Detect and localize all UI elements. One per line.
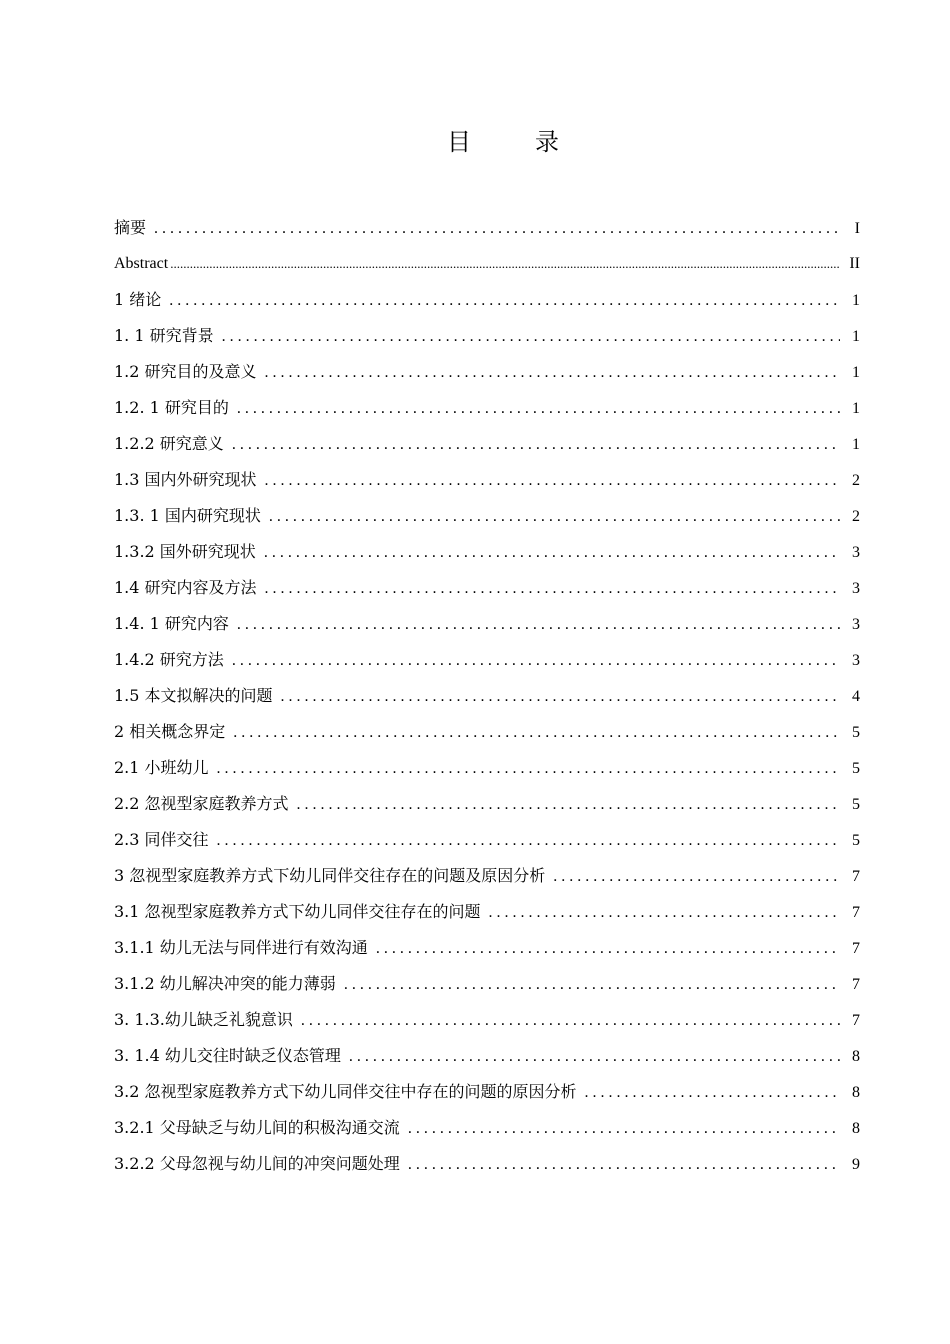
toc-dot-leader [265,355,840,391]
toc-dot-leader [344,967,840,1003]
toc-entry[interactable] [114,462,860,498]
toc-entry-page-number: 4 [852,688,860,705]
toc-entry[interactable] [114,318,860,354]
toc-entry-label: 1.3.2 国外研究现状 [114,542,256,561]
toc-entry-page-number: 5 [852,760,860,777]
toc-entry[interactable] [114,894,860,930]
toc-entry-page-number: 3 [852,652,860,669]
toc-dot-leader [376,931,840,967]
toc-entry-label: Abstract [114,255,169,272]
toc-entry-page-number: 7 [852,868,860,885]
toc-entry[interactable] [114,1146,860,1182]
toc-entry-page-number: 9 [852,1156,860,1173]
toc-dot-leader [269,499,840,535]
toc-entry-page-number: 7 [852,976,860,993]
toc-entry-label: 3.2.2 父母忽视与幼儿间的冲突问题处理 [114,1154,400,1173]
toc-entry-label: 2.2 忽视型家庭教养方式 [114,794,289,813]
toc-entry-page-number: 5 [852,832,860,849]
toc-entry-page-number: 1 [852,436,860,453]
toc-entry-label: 3. 1.3.幼儿缺乏礼貌意识 [114,1010,293,1029]
toc-entry[interactable] [114,786,860,822]
toc-entry-label: 3.1.1 幼儿无法与同伴进行有效沟通 [114,938,368,957]
toc-entry[interactable] [114,966,860,1002]
toc-entry-label: 1.4 研究内容及方法 [114,578,257,597]
toc-entry-label: 1.3 国内外研究现状 [114,470,257,489]
toc-entry[interactable] [114,678,860,714]
toc-entry-label: 3. 1.4 幼儿交往时缺乏仪态管理 [114,1046,341,1065]
toc-entry[interactable] [114,1038,860,1074]
toc-dot-leader [237,607,840,643]
toc-dot-leader [217,751,840,787]
toc-entry-page-number: I [854,220,860,237]
toc-entry-page-number: 5 [852,796,860,813]
toc-entry-label: 2 相关概念界定 [114,722,226,741]
toc-dot-leader [169,283,840,319]
toc-entry-page-number: 7 [852,940,860,957]
toc-entry[interactable] [114,858,860,894]
toc-entry-label: 摘要 [114,218,147,237]
toc-entry-label: 1.5 本文拟解决的问题 [114,686,273,705]
toc-entry-label: 1.4.2 研究方法 [114,650,224,669]
toc-entry-page-number: 3 [852,544,860,561]
toc-entry-page-number: 7 [852,904,860,921]
toc-entry-label: 1 绪论 [114,290,162,309]
toc-entry-label: 1.2.2 研究意义 [114,434,224,453]
toc-entry[interactable] [114,642,860,678]
toc-entry-label: 1.2 研究目的及意义 [114,362,257,381]
toc-entry[interactable] [114,822,860,858]
toc-entry[interactable] [114,606,860,642]
toc-dot-leader [408,1111,840,1147]
toc-entry-page-number: 7 [852,1012,860,1029]
toc-entry[interactable] [114,570,860,606]
toc-entry-page-number: 2 [852,508,860,525]
toc-dot-leader [222,319,840,355]
toc-dot-leader [349,1039,840,1075]
toc-entry-label: 2.3 同伴交往 [114,830,209,849]
toc-entry[interactable] [114,534,860,570]
toc-entry[interactable] [114,390,860,426]
toc-entry[interactable] [114,1074,860,1110]
toc-entry-page-number: 8 [852,1048,860,1065]
toc-entry-label: 3.1 忽视型家庭教养方式下幼儿同伴交往存在的问题 [114,902,481,921]
toc-entry[interactable] [114,282,860,318]
toc-entry-label: 1.4. 1 研究内容 [114,614,229,633]
toc-dot-leader [265,463,840,499]
toc-entry[interactable] [114,354,860,390]
toc-dot-leader [264,535,840,571]
toc-entry-page-number: 8 [852,1084,860,1101]
toc-entry-page-number: II [849,255,860,272]
toc-entry[interactable] [114,1110,860,1146]
toc-entry[interactable] [114,498,860,534]
toc-entry[interactable] [114,714,860,750]
toc-dot-leader [585,1075,840,1111]
toc-entry-label: 3.2.1 父母缺乏与幼儿间的积极沟通交流 [114,1118,400,1137]
toc-entry-label: 2.1 小班幼儿 [114,758,209,777]
toc-dot-leader [281,679,840,715]
toc-dot-leader [297,787,840,823]
toc-dot-leader [265,571,840,607]
toc-entry-label: 3.2 忽视型家庭教养方式下幼儿同伴交往中存在的问题的原因分析 [114,1082,577,1101]
toc-dot-leader [232,427,840,463]
toc-entry[interactable] [114,750,860,786]
toc-entry[interactable] [114,210,860,246]
toc-dot-leader [154,211,840,247]
toc-dot-leader [232,643,840,679]
toc-entry-label: 3 忽视型家庭教养方式下幼儿同伴交往存在的问题及原因分析 [114,866,546,885]
toc-entry[interactable] [114,930,860,966]
toc-entry-label: 1.2. 1 研究目的 [114,398,229,417]
toc-dot-leader [301,1003,840,1039]
toc-entry[interactable] [114,426,860,462]
toc-dot-leader [553,859,840,895]
toc-dot-leader [170,246,840,282]
toc-dot-leader [489,895,840,931]
toc-dot-leader [233,715,840,751]
toc-dot-leader [217,823,840,859]
toc-entry[interactable] [114,246,860,282]
toc-entry-page-number: 5 [852,724,860,741]
table-of-contents [114,210,860,1182]
toc-dot-leader [237,391,840,427]
toc-entry-page-number: 1 [852,328,860,345]
toc-entry-label: 1. 1 研究背景 [114,326,214,345]
toc-entry-page-number: 3 [852,580,860,597]
toc-entry-page-number: 8 [852,1120,860,1137]
page-title: 目 录 [447,128,579,156]
toc-entry-label: 3.1.2 幼儿解决冲突的能力薄弱 [114,974,336,993]
toc-entry-page-number: 1 [852,364,860,381]
toc-entry-page-number: 2 [852,472,860,489]
toc-entry-page-number: 3 [852,616,860,633]
toc-entry-page-number: 1 [852,292,860,309]
toc-entry[interactable] [114,1002,860,1038]
toc-entry-label: 1.3. 1 国内研究现状 [114,506,261,525]
toc-entry-page-number: 1 [852,400,860,417]
toc-dot-leader [408,1147,840,1183]
